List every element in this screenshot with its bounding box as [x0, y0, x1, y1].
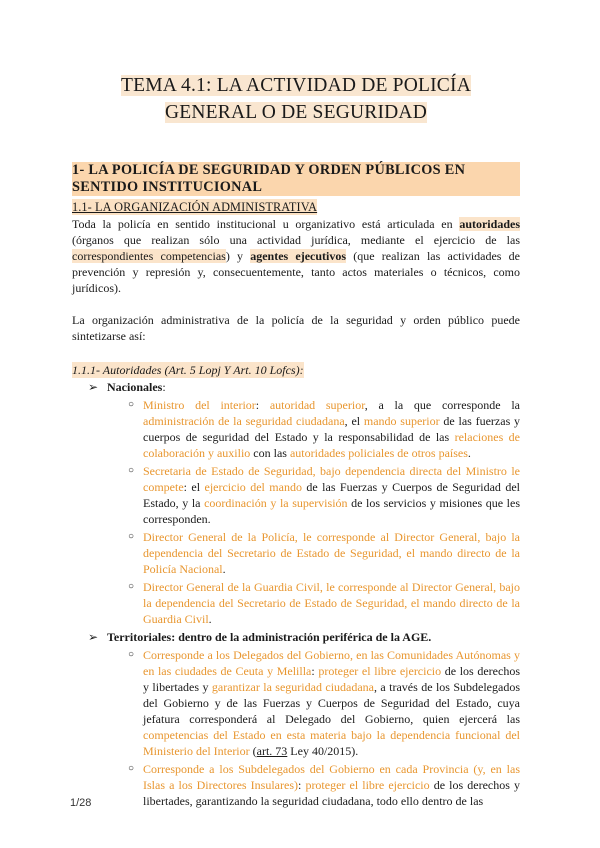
intro-text: (órganos que realizan sólo una actividad jurídica, mediante el ejercicio de las [72, 233, 520, 247]
list-item: ○ Secretaria de Estado de Seguridad, bajo dependencia directa del Ministro le compete: el ejercicio del mando de las Fuerzas y Cuerpos de Seguridad del Estado, y la coordinación y la supervisión de los servicios y misiones que les corresponden. [128, 464, 520, 526]
list-item: ○ Corresponde a los Delegados del Gobierno, en las Comunidades Autónomas y en las ciudades de Ceuta y Melilla: proteger el libre ejercicio de los derechos y libertades y garantizar la seguridad ciudadana, a través de los Subdelegados del Gobierno y de las Fuerzas y Cuerpos de Seguridad del Estado, cuya jefatura corresponderá al Delegado del Gobierno, quien ejercerá las competencias del Estado en esta materia bajo la dependencia funcional del Ministerio del Interior (art. 73 Ley 40/2015). [128, 648, 521, 758]
intro-highlight: correspondientes competencias [72, 249, 226, 263]
law-article-link: art. 73 [256, 744, 288, 758]
autoridades-heading: 1.1.1- Autoridades (Art. 5 Lopj Y Art. 10 Lofcs): [72, 363, 304, 377]
subsection-heading-wrap [72, 198, 520, 216]
circle-bullet-icon: ○ [128, 531, 135, 542]
circle-bullet-icon: ○ [128, 399, 135, 410]
section-heading: 1- LA POLICÍA DE SEGURIDAD Y ORDEN PÚBLICOS EN SENTIDO INSTITUCIONAL [72, 162, 520, 196]
circle-bullet-icon: ○ [128, 649, 135, 660]
page-number: 1/28 [70, 797, 92, 809]
list-item: ○ Ministro del interior: autoridad superior, a la que corresponde la administración de la seguridad ciudadana, el mando superior de las fuerzas y cuerpos de seguridad del Estado y la responsabilidad de las relaciones de colaboración y auxilio con las autoridades policiales de otros países. [128, 398, 521, 460]
intro-text: Toda la policía en sentido institucional u organizativo está articulada en [72, 217, 460, 231]
circle-bullet-icon: ○ [128, 763, 135, 774]
title-line-2: GENERAL O DE SEGURIDAD [164, 102, 428, 123]
list-item: ○ Director General de la Policía, le corresponde al Director General, bajo la dependencia del Secretario de Estado de Seguridad, el mando directo de la Policía Nacional. [128, 530, 520, 576]
arrow-bullet-icon: ➢ [88, 630, 99, 644]
list-item: ○ Director General de la Guardia Civil, le corresponde al Director General, bajo la dependencia del Secretario de Estado de Seguridad, el mando directo de la Guardia Civil. [128, 580, 520, 626]
intro-paragraph [72, 216, 520, 296]
intro-bold-agentes: agentes ejecutivos [250, 249, 347, 263]
list-item: ○ Corresponde a los Subdelegados del Gobierno en cada Provincia (y, en las Islas a los Directores Insulares): proteger el libre ejercicio de los derechos y libertades, garantizando la seguridad ciudadana, todo ello dentro de las [128, 762, 521, 808]
list-item-territoriales [72, 629, 520, 645]
list-item-nacionales: ➢ Nacionales: [88, 380, 166, 394]
page-title [72, 0, 520, 126]
circle-bullet-icon: ○ [128, 581, 135, 592]
intro-bold-autoridades: autoridades [459, 217, 520, 231]
circle-bullet-icon: ○ [128, 465, 135, 476]
title-line-1: TEMA 4.1: LA ACTIVIDAD DE POLICÍA [120, 75, 471, 96]
subsection-heading: 1.1- LA ORGANIZACIÓN ADMINISTRATIVA [72, 200, 318, 214]
arrow-bullet-icon: ➢ [88, 380, 99, 394]
intro-text: (que realizan las actividades de prevención y represión y, consecuentemente, tanto actos materiales o técnicos, como jurídicos). [72, 249, 520, 295]
nacionales-label: Nacionales [107, 380, 163, 394]
territoriales-label: Territoriales: dentro de la administración periférica de la AGE. [107, 630, 432, 644]
autoridades-heading-wrap [72, 344, 520, 379]
synthesis-paragraph: La organización administrativa de la policía de la seguridad y orden público puede sintetizarse así: [72, 313, 520, 343]
intro-text: ) y [225, 249, 251, 263]
